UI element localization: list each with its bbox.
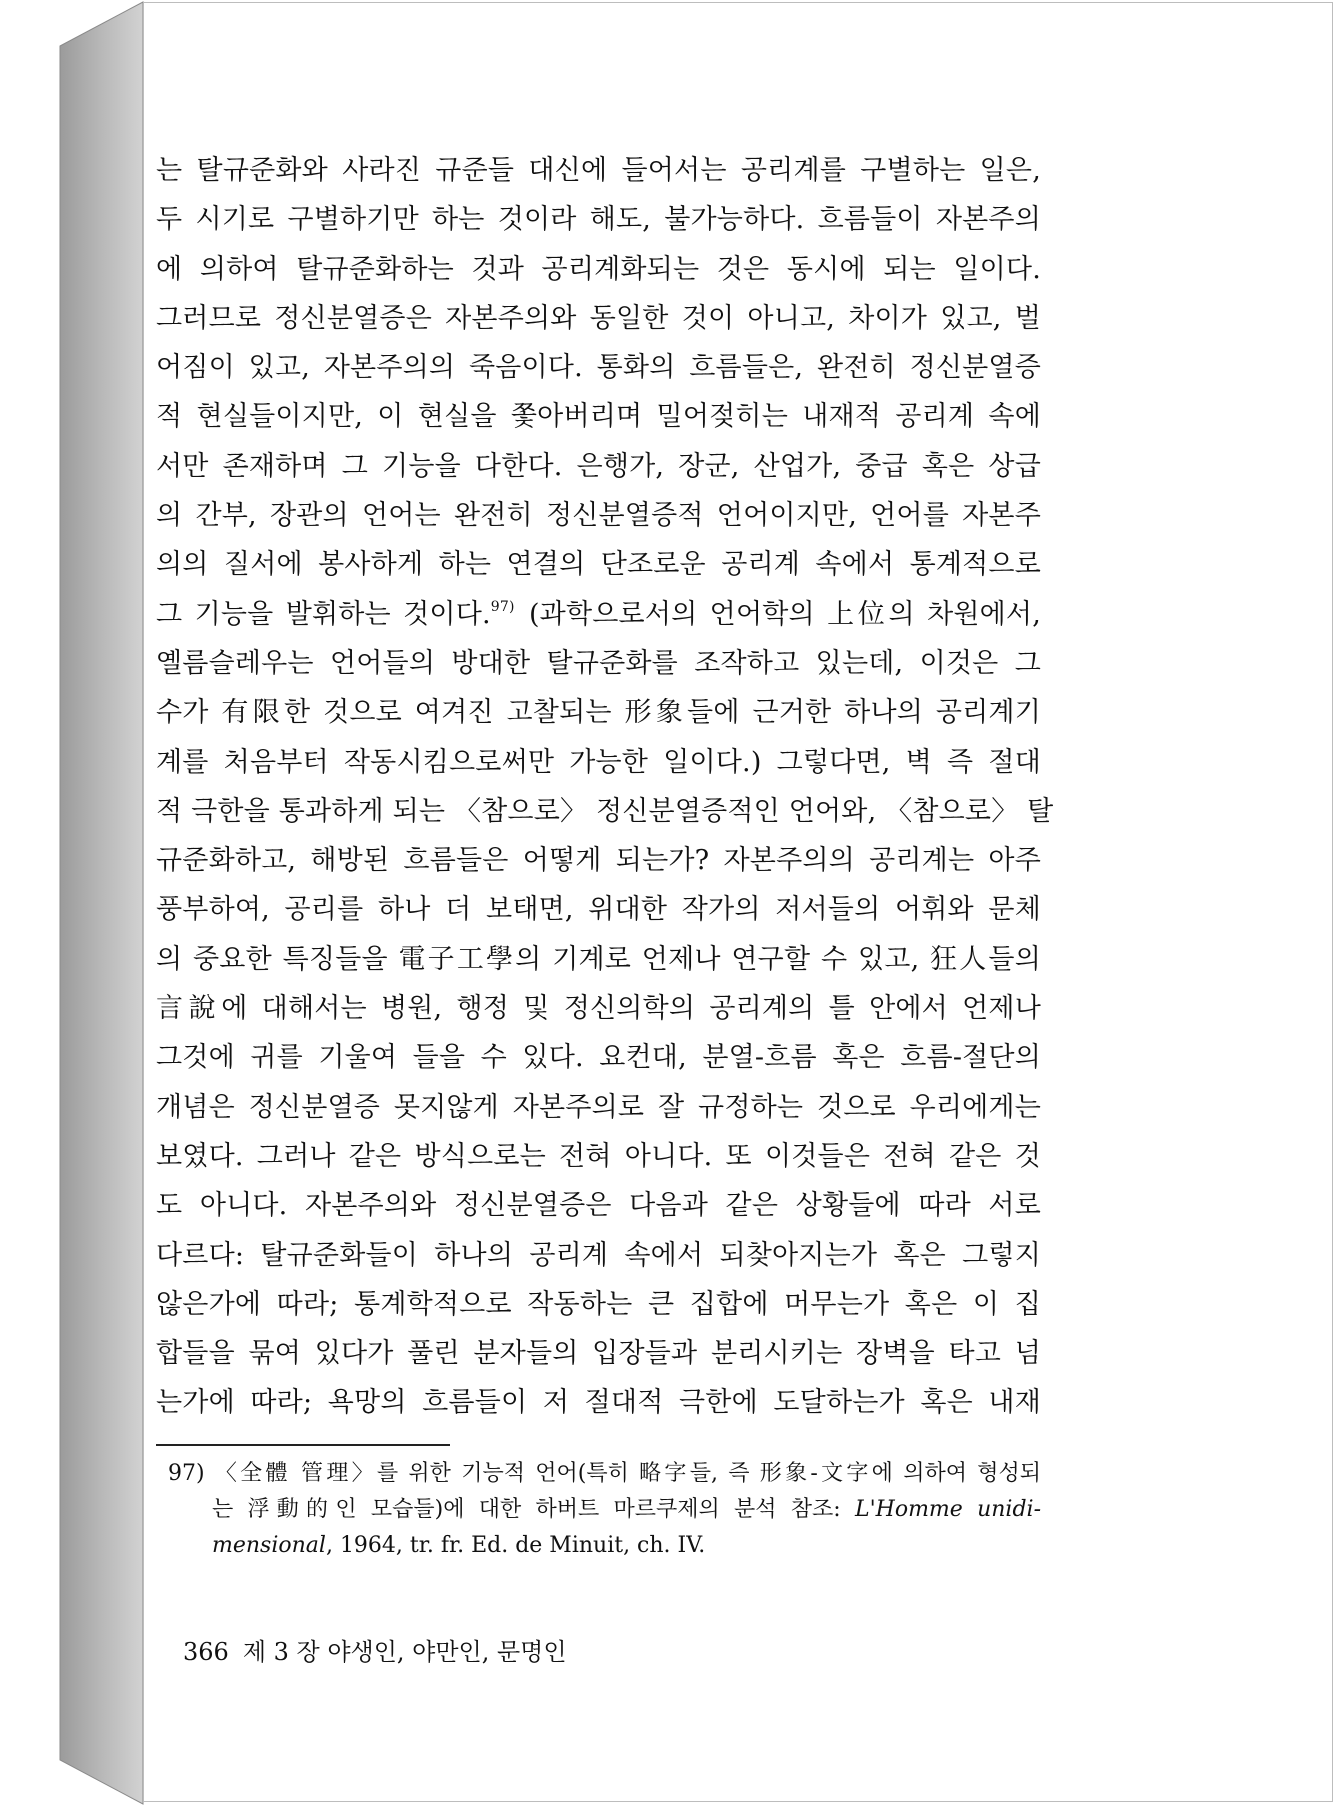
text-line-with-footnote: [156, 590, 1041, 639]
footnote-reference: 97): [490, 598, 515, 615]
text-line: 다르다: 탈규준화들이 하나의 공리계 속에서 되찾아지는가 혹은 그렇지: [156, 1239, 1041, 1271]
footnote-divider: [156, 1444, 450, 1446]
footnote-text: 는 浮動的인 모습들)에 대한 하버트 마르쿠제의 분석 참조:: [212, 1497, 855, 1522]
footnote-book-title: L'Homme unidi-: [854, 1497, 1042, 1522]
text-line: 옐름슬레우는 언어들의 방대한 탈규준화를 조작하고 있는데, 이것은 그: [156, 647, 1041, 679]
text-line: 그러므로 정신분열증은 자본주의와 동일한 것이 아니고, 차이가 있고, 벌: [156, 302, 1041, 334]
text-segment: (과학으로서의 언어학의 上位의 차원에서,: [528, 598, 1041, 630]
chapter-title: 제 3 장 야생인, 야만인, 문명인: [242, 1638, 567, 1666]
text-line: 는 탈규준화와 사라진 규준들 대신에 들어서는 공리계를 구별하는 일은,: [156, 155, 1041, 186]
text-line: 서만 존재하며 그 기능을 다한다. 은행가, 장군, 산업가, 중급 혹은 상급: [156, 450, 1041, 482]
text-line: 개념은 정신분열증 못지않게 자본주의로 잘 규정하는 것으로 우리에게는: [156, 1091, 1041, 1123]
text-line: 의 중요한 특징들을 電子工學의 기계로 언제나 연구할 수 있고, 狂人들의: [156, 943, 1041, 975]
text-line: 풍부하여, 공리를 하나 더 보태면, 위대한 작가의 저서들의 어휘와 문체: [156, 894, 1041, 926]
footnote-line: [168, 1528, 1041, 1564]
footnote-book-title: mensional: [212, 1533, 326, 1558]
footnote: [168, 1456, 1041, 1564]
footnote-text: , 1964, tr. fr. Ed. de Minuit, ch. IV.: [325, 1533, 706, 1558]
text-line: 수가 有限한 것으로 여겨진 고찰되는 形象들에 근거한 하나의 공리계기: [156, 697, 1041, 729]
text-line: 규준화하고, 해방된 흐름들은 어떻게 되는가? 자본주의의 공리계는 아주: [156, 845, 1041, 877]
book-spine: [0, 0, 150, 1806]
text-line: 적 현실들이지만, 이 현실을 쫓아버리며 밀어젖히는 내재적 공리계 속에: [156, 401, 1041, 433]
text-line: 어짐이 있고, 자본주의의 죽음이다. 통화의 흐름들은, 완전히 정신분열증: [156, 352, 1041, 384]
text-line: 에 의하여 탈규준화하는 것과 공리계화되는 것은 동시에 되는 일이다.: [156, 253, 1041, 285]
text-line: 않은가에 따라; 통계학적으로 작동하는 큰 집합에 머무는가 혹은 이 집: [156, 1288, 1041, 1320]
page-number: 366: [183, 1638, 229, 1666]
footnote-line: [168, 1456, 1041, 1492]
text-line: 그것에 귀를 기울여 들을 수 있다. 요컨대, 분열-흐름 혹은 흐름-절단의: [156, 1042, 1041, 1074]
text-line: 는가에 따라; 욕망의 흐름들이 저 절대적 극한에 도달하는가 혹은 내재: [156, 1387, 1041, 1419]
text-line: 의 간부, 장관의 언어는 완전히 정신분열증적 언어이지만, 언어를 자본주: [156, 500, 1041, 532]
text-segment: 그 기능을 발휘하는 것이다.: [156, 598, 491, 630]
text-line: 言說에 대해서는 병원, 행정 및 정신의학의 공리계의 틀 안에서 언제나: [156, 993, 1041, 1025]
text-line: 도 아니다. 자본주의와 정신분열증은 다음과 같은 상황들에 따라 서로: [156, 1190, 1041, 1222]
text-line: 의의 질서에 봉사하게 하는 연결의 단조로운 공리계 속에서 통계적으로: [156, 549, 1041, 581]
footnote-line: [168, 1492, 1041, 1528]
text-line: 적 극한을 통과하게 되는 〈참으로〉 정신분열증적인 언어와, 〈참으로〉 탈: [156, 795, 1054, 827]
text-line: 보였다. 그러나 같은 방식으로는 전혀 아니다. 또 이것들은 전혀 같은 것: [156, 1140, 1041, 1172]
text-line: 두 시기로 구별하기만 하는 것이라 해도, 불가능하다. 흐름들이 자본주의: [156, 204, 1041, 236]
body-text: [156, 146, 1054, 1428]
text-line: 합들을 묶여 있다가 풀린 분자들의 입장들과 분리시키는 장벽을 타고 넘: [156, 1338, 1041, 1370]
footnote-number: 97): [168, 1461, 205, 1486]
footnote-text: 〈全體 管理〉를 위한 기능적 언어(특히 略字들, 즉 形象-文字에 의하여 형성되: [214, 1461, 1041, 1486]
page-footer: [183, 1632, 567, 1667]
text-line: 계를 처음부터 작동시킴으로써만 가능한 일이다.) 그렇다면, 벽 즉 절대: [156, 746, 1041, 778]
